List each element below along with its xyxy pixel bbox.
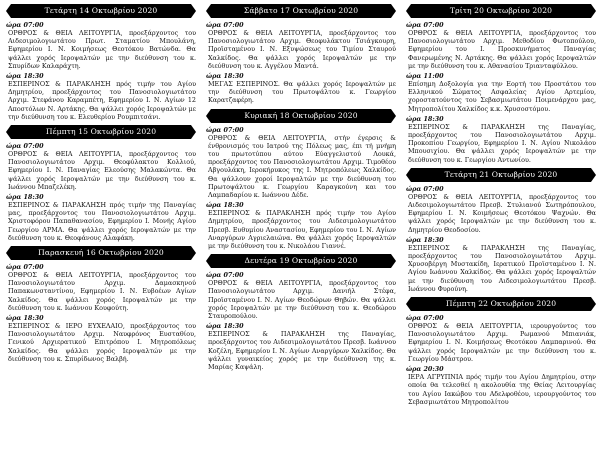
entry-description: ΕΣΠΕΡΙΝΟΣ & ΠΑΡΑΚΛΗΣΗ της Παναγίας, προεξάρχοντος του Αιδεσιμολογιωτάτου Πρεσβ. Ιωάννου Κοζέλη, Εφημερίου Ι. Ν. Αγίων Αναργύρων Χαλκίδος. Θα ψάλλει γυναικείος χορός με την διεύθυνση της κ. Μαρίας Καψάλη. (208, 330, 396, 372)
entry-time: ώρα 07:00 (206, 21, 244, 29)
day-header: Δευτέρα 19 Οκτωβρίου 2020 (206, 254, 396, 268)
column-1 (6, 0, 196, 449)
entry-time: ώρα 18:30 (6, 193, 44, 202)
day-header: Τετάρτη 21 Οκτωβρίου 2020 (406, 168, 596, 182)
schedule-entry (406, 185, 596, 234)
entry-time: ώρα 18:30 (6, 314, 44, 323)
entry-description: ΕΣΠΕΡΙΝΟΣ & ΠΑΡΑΚΛΗΣΗ πρός τιμήν του Αγίου Δημητρίου, προεξάρχοντος του Αιδεσιμολογιωτάτου Πρεσβ. Ευθυμίου Αναστασίου, Εφημερίου του Ι. Ν. Αγίων Αναργύρων Αγριελαιώνα. Θα ψάλλει χορός Ιεροψαλτών με την διεύθυνση του κ. Νικολάου Γιαννέ. (208, 209, 396, 251)
schedule-entry (406, 236, 596, 293)
schedule-entry (406, 314, 596, 363)
day-header: Παρασκευή 16 Οκτωβρίου 2020 (6, 246, 196, 260)
schedule-entry (406, 72, 596, 113)
schedule-entry (6, 263, 196, 312)
entry-description: ΕΣΠΕΡΙΝΟΣ & ΠΑΡΑΚΛΗΣΗ της Παναγίας, προεξάρχοντος του Πανοσιολογιωτάτου Αρχιμ. Προκοπίου Γεωργίου, Εφημερίου Ι. Ν. Αγίου Νικολάου Μπουσιχίου. Θα ψάλλει χορός Ιεροψαλτών με την διεύθυνση του κ. Γεωργίου Αντωνίου. (408, 122, 596, 164)
entry-description: ΟΡΘΡΟΣ & ΘΕΙΑ ΛΕΙΤΟΥΡΓΙΑ, προεξάρχοντος του Πανοσιολογιωτάτου Αρχιμ. Δανιήλ Στέφα, Προϊσταμένου Ι. Ν. Αγίων Θεοδώρων Θηβών. Θα ψάλλει χορός Ιεροψαλτών με την διεύθυνση του κ. Θεοδώρου Σταυροπούλου. (208, 279, 396, 321)
entry-description: ΟΡΘΡΟΣ & ΘΕΙΑ ΛΕΙΤΟΥΡΓΙΑ, προεξάρχοντος του Πανοσιολογιωτάτου Αρχιμ. Δαμασκηνού Παπακωνσταντίνου, Εφημερίου Ι. Ν. Ευβοέων Αγίων Χαλκίδος. Θα ψάλλει χορός Ιεροψαλτών με την διεύθυνση του κ. Ιωάννου Κουφούτη. (8, 271, 196, 312)
column-3 (406, 0, 596, 449)
day-header: Πέμπτη 15 Οκτωβρίου 2020 (6, 125, 196, 139)
entry-description: ΟΡΘΡΟΣ & ΘΕΙΑ ΛΕΙΤΟΥΡΓΙΑ, προεξάρχοντος του Αιδεσιμολογιωτάτου Πρεσβ. Στυλιανού Σωτηρόπουλου, Εφημερίου Ι. Ν. Κοιμήσεως Θεοτόκου Ψαχνών. Θα ψάλλει χορός Ιεροψαλτών με την διεύθυνση του κ. Δημητρίου Θεοδοσίου. (408, 192, 596, 234)
schedule-entry (406, 365, 596, 406)
schedule-entry (206, 271, 396, 320)
entry-description: ΟΡΘΡΟΣ & ΘΕΙΑ ΛΕΙΤΟΥΡΓΙΑ, προεξάρχοντος του Αιδεσιμολογιωτάτου Πρωτ. Σταματίου Μπουλάνη, Εφημερίου Ι. Ν. Κοιμήσεως Θεοτόκου Βατώνδα. Θα ψάλλει χορός Ιεροψαλτών με την διεύθυνση του κ. Σπυρίδων Καλαράχτη. (8, 29, 196, 70)
schedule-entry (6, 142, 196, 191)
schedule-entry (206, 72, 396, 105)
entry-description: ΜΕΓΑΣ ΕΣΠΕΡΙΝΟΣ. Θα ψάλλει χορός Ιεροψαλτών με την διεύθυνση του Πρωτοψάλτου κ. Γεωργίου Καρατζαφέρη. (208, 80, 396, 105)
entry-time: ώρα 07:00 (6, 21, 44, 29)
schedule-entry (206, 21, 396, 70)
entry-description: ΟΡΘΡΟΣ & ΘΕΙΑ ΛΕΙΤΟΥΡΓΙΑ, προεξάρχοντος του Πανοσιολογιωτάτου Αρχιμ. Θεοφύλακτου Κολλιού, Εφημερίου Ι. Ν. Παναγίας Ελεούσης Μαλακώντα. Θα ψάλλει χορός Ιεροψαλτών με την διεύθυνση του κ. Ιωάννου Μπαζελέκη. (8, 150, 196, 191)
entry-time: ώρα 18:30 (6, 72, 44, 81)
column-2 (206, 0, 396, 449)
schedule-entry (6, 193, 196, 242)
schedule-entry (206, 322, 396, 371)
day-header: Τετάρτη 14 Οκτωβρίου 2020 (6, 4, 196, 18)
entry-time: ώρα 07:00 (206, 125, 244, 134)
day-header: Κυριακή 18 Οκτωβρίου 2020 (206, 109, 396, 123)
entry-description: ΙΕΡΑ ΑΓΡΥΠΝΙΑ πρός τιμήν του Αγίου Δημητρίου, στην οποία θα τελεσθεί η ακολουθία της Θείας Λειτουργίας του Αγίου Ιακώβου του Αδελφοθέου, ιερουργούντος του Σεβασμιωτάτου Μητροπολίτου (408, 373, 596, 406)
entry-description: ΕΣΠΕΡΙΝΟΣ & ΙΕΡΟ ΕΥΧΕΛΑΙΟ, προεξάρχοντος του Πανοσιολογιωτάτου Αρχιμ. Ναυφρόνος Ευσταθίου, Γενικού Αρχιερατικού Επιτρόπου Ι. Μητροπόλεως Χαλκίδος. Θα ψάλλει χορός Ιεροψαλτών με την διεύθυνση του κ. Σπυρίδωνος Βαλβή. (8, 322, 196, 363)
entry-time: ώρα 07:00 (6, 142, 44, 151)
entry-time: ώρα 18:30 (206, 72, 244, 81)
entry-time: ώρα 11:00 (406, 72, 444, 81)
day-header: Τρίτη 20 Οκτωβρίου 2020 (406, 4, 596, 18)
entry-description: ΟΡΘΡΟΣ & ΘΕΙΑ ΛΕΙΤΟΥΡΓΙΑ, προεξάρχοντος του Πανοσιολογιωτάτου Αρχιμ. Θεοφυλάκτου Τσιάγκουρη, Προϊσταμένου Ι. Ν. Εξυψώσεως του Τιμίου Σταυρού Χαλκίδος. Θα ψάλλει χορός Ιεροψαλτών με την διεύθυνση του κ. Αγγέλου Μαντά. (208, 29, 396, 70)
schedule-entry (6, 21, 196, 70)
entry-time: ώρα 18:30 (406, 114, 444, 123)
entry-description: ΕΣΠΕΡΙΝΟΣ & ΠΑΡΑΚΛΗΣΗ πρός τιμήν του Αγίου Δημητρίου, προεξάρχοντος του Πανοσιολογιωτάτου Αρχιμ. Στεφάνου Καραμπέτη, Εφημερίου Ι. Ν. Αγίων 12 Αποστόλων Ν. Αρτάκης. Θα ψάλλει χορός Ιεροψαλτών με την διεύθυνση του κ. Ελευθερίου Ρουμπιτσάνι. (8, 80, 196, 121)
entry-time: ώρα 07:00 (406, 21, 444, 29)
schedule-entry (6, 314, 196, 363)
schedule-entry (6, 72, 196, 121)
entry-description: ΟΡΘΡΟΣ & ΘΕΙΑ ΛΕΙΤΟΥΡΓΙΑ, στήν έγερσις & ένθρονισμός του Ιατρού της Πόλεως μας, έπι τή μνήμη του πρωτοτύπου αύτου Εύαγγελιστού Λουκά, προεξάρχοντος του Πανοσιολογιωτάτου Αρχιμ. Τιμοθέου Αβγουλάκη, Ιεροκήρυκος της Ι. Μητροπόλεως Χαλκίδος. Θα ψάλλουν χοροί Ιεροψαλτών με την διεύθυνση του Πρωτοψάλτου κ. Γεωργίου Καραγκούνη και του Λαμπαδαρίου κ. Ιωάννου Δέδε. (208, 133, 396, 200)
entry-description: ΕΣΠΕΡΙΝΟΣ & ΠΑΡΑΚΛΗΣΗ πρός τιμήν της Παναγίας μας, προεξάρχοντος του Πανοσιολογιωτάτου Αρχιμ. Χριστοφόρου Παπαθανασίου, Εφημερίου Ι. Μονής Αγίου Γεωργίου ΑΡΜΑ. Θα ψάλλει χορός Ιεροψαλτών με την διεύθυνση του κ. Θεοφάνους Αλαφάκη. (8, 201, 196, 242)
entry-time: ώρα 18:30 (406, 235, 444, 244)
entry-time: ώρα 07:00 (206, 271, 244, 280)
entry-description: ΟΡΘΡΟΣ & ΘΕΙΑ ΛΕΙΤΟΥΡΓΙΑ, προεξάρχοντος του Πανοσιολογιωτάτου Αρχιμ. Μεθοδίου Φωτοπούλου, Εφημερίου του Ι. Προσκυνήματος Παναγίας Φανερωμένης Ν. Αρτάκης. Θα ψάλλει χορός Ιεροψαλτών με την διεύθυνση του κ. Αθανασίου Τριανταφύλλου. (408, 29, 596, 70)
entry-time: ώρα 20:30 (406, 365, 444, 374)
schedule-entry (406, 21, 596, 70)
entry-time: ώρα 07:00 (406, 184, 444, 193)
schedule-entry (406, 115, 596, 164)
entry-description: ΟΡΘΡΟΣ & ΘΕΙΑ ΛΕΙΤΟΥΡΓΙΑ, ιερουργούντος του Πανοσιολογιωτάτου Αρχιμ. Ρωμανού Μπιανιάκ, Εφημερίου Ι. Ν. Κοιμήσεως Θεοτόκου Λαμπαρινού. Θα ψάλλει χορός Ιεροψαλτών με την διεύθυνση του κ. Γεωργίου Μάστρου. (408, 322, 596, 363)
entry-time: ώρα 18:30 (206, 201, 244, 210)
day-header: Πέμπτη 22 Οκτωβρίου 2020 (406, 297, 596, 311)
entry-time: ώρα 18:30 (206, 322, 244, 331)
day-header: Σάββατο 17 Οκτωβρίου 2020 (206, 4, 396, 18)
entry-time: ώρα 07:00 (406, 314, 444, 323)
entry-description: Επίσημη Δοξολογία για την Εορτή του Προστάτου του Ελληνικού Σώματος Ασφαλείας Αγίου Αρτεμίου, χοροστατούντος του Σεβασμιωτάτου Ποιμενάρχου μας, Μητροπολίτου Χαλκίδος κ.κ. Χρυσοστόμου. (408, 80, 596, 113)
schedule-entry (206, 201, 396, 250)
entry-description: ΕΣΠΕΡΙΝΟΣ & ΠΑΡΑΚΛΗΣΗ της Παναγίας, προεξάρχοντος του Πανοσιολογιωτάτου Αρχιμ. Χρυσοβέργη Μυστακίδη, Ιερατικού Προϊσταμένου Ι. Ν. Αγίου Ιωάννου Χαλκίδος. Θα ψάλλει χορός Ιεροψαλτών με την διεύθυνση του Αιδεσιμολογιωτάτου Πρεσβ. Ιωάννου Φυρούνη. (408, 243, 596, 293)
entry-time: ώρα 07:00 (6, 263, 44, 272)
schedule-entry (206, 126, 396, 200)
